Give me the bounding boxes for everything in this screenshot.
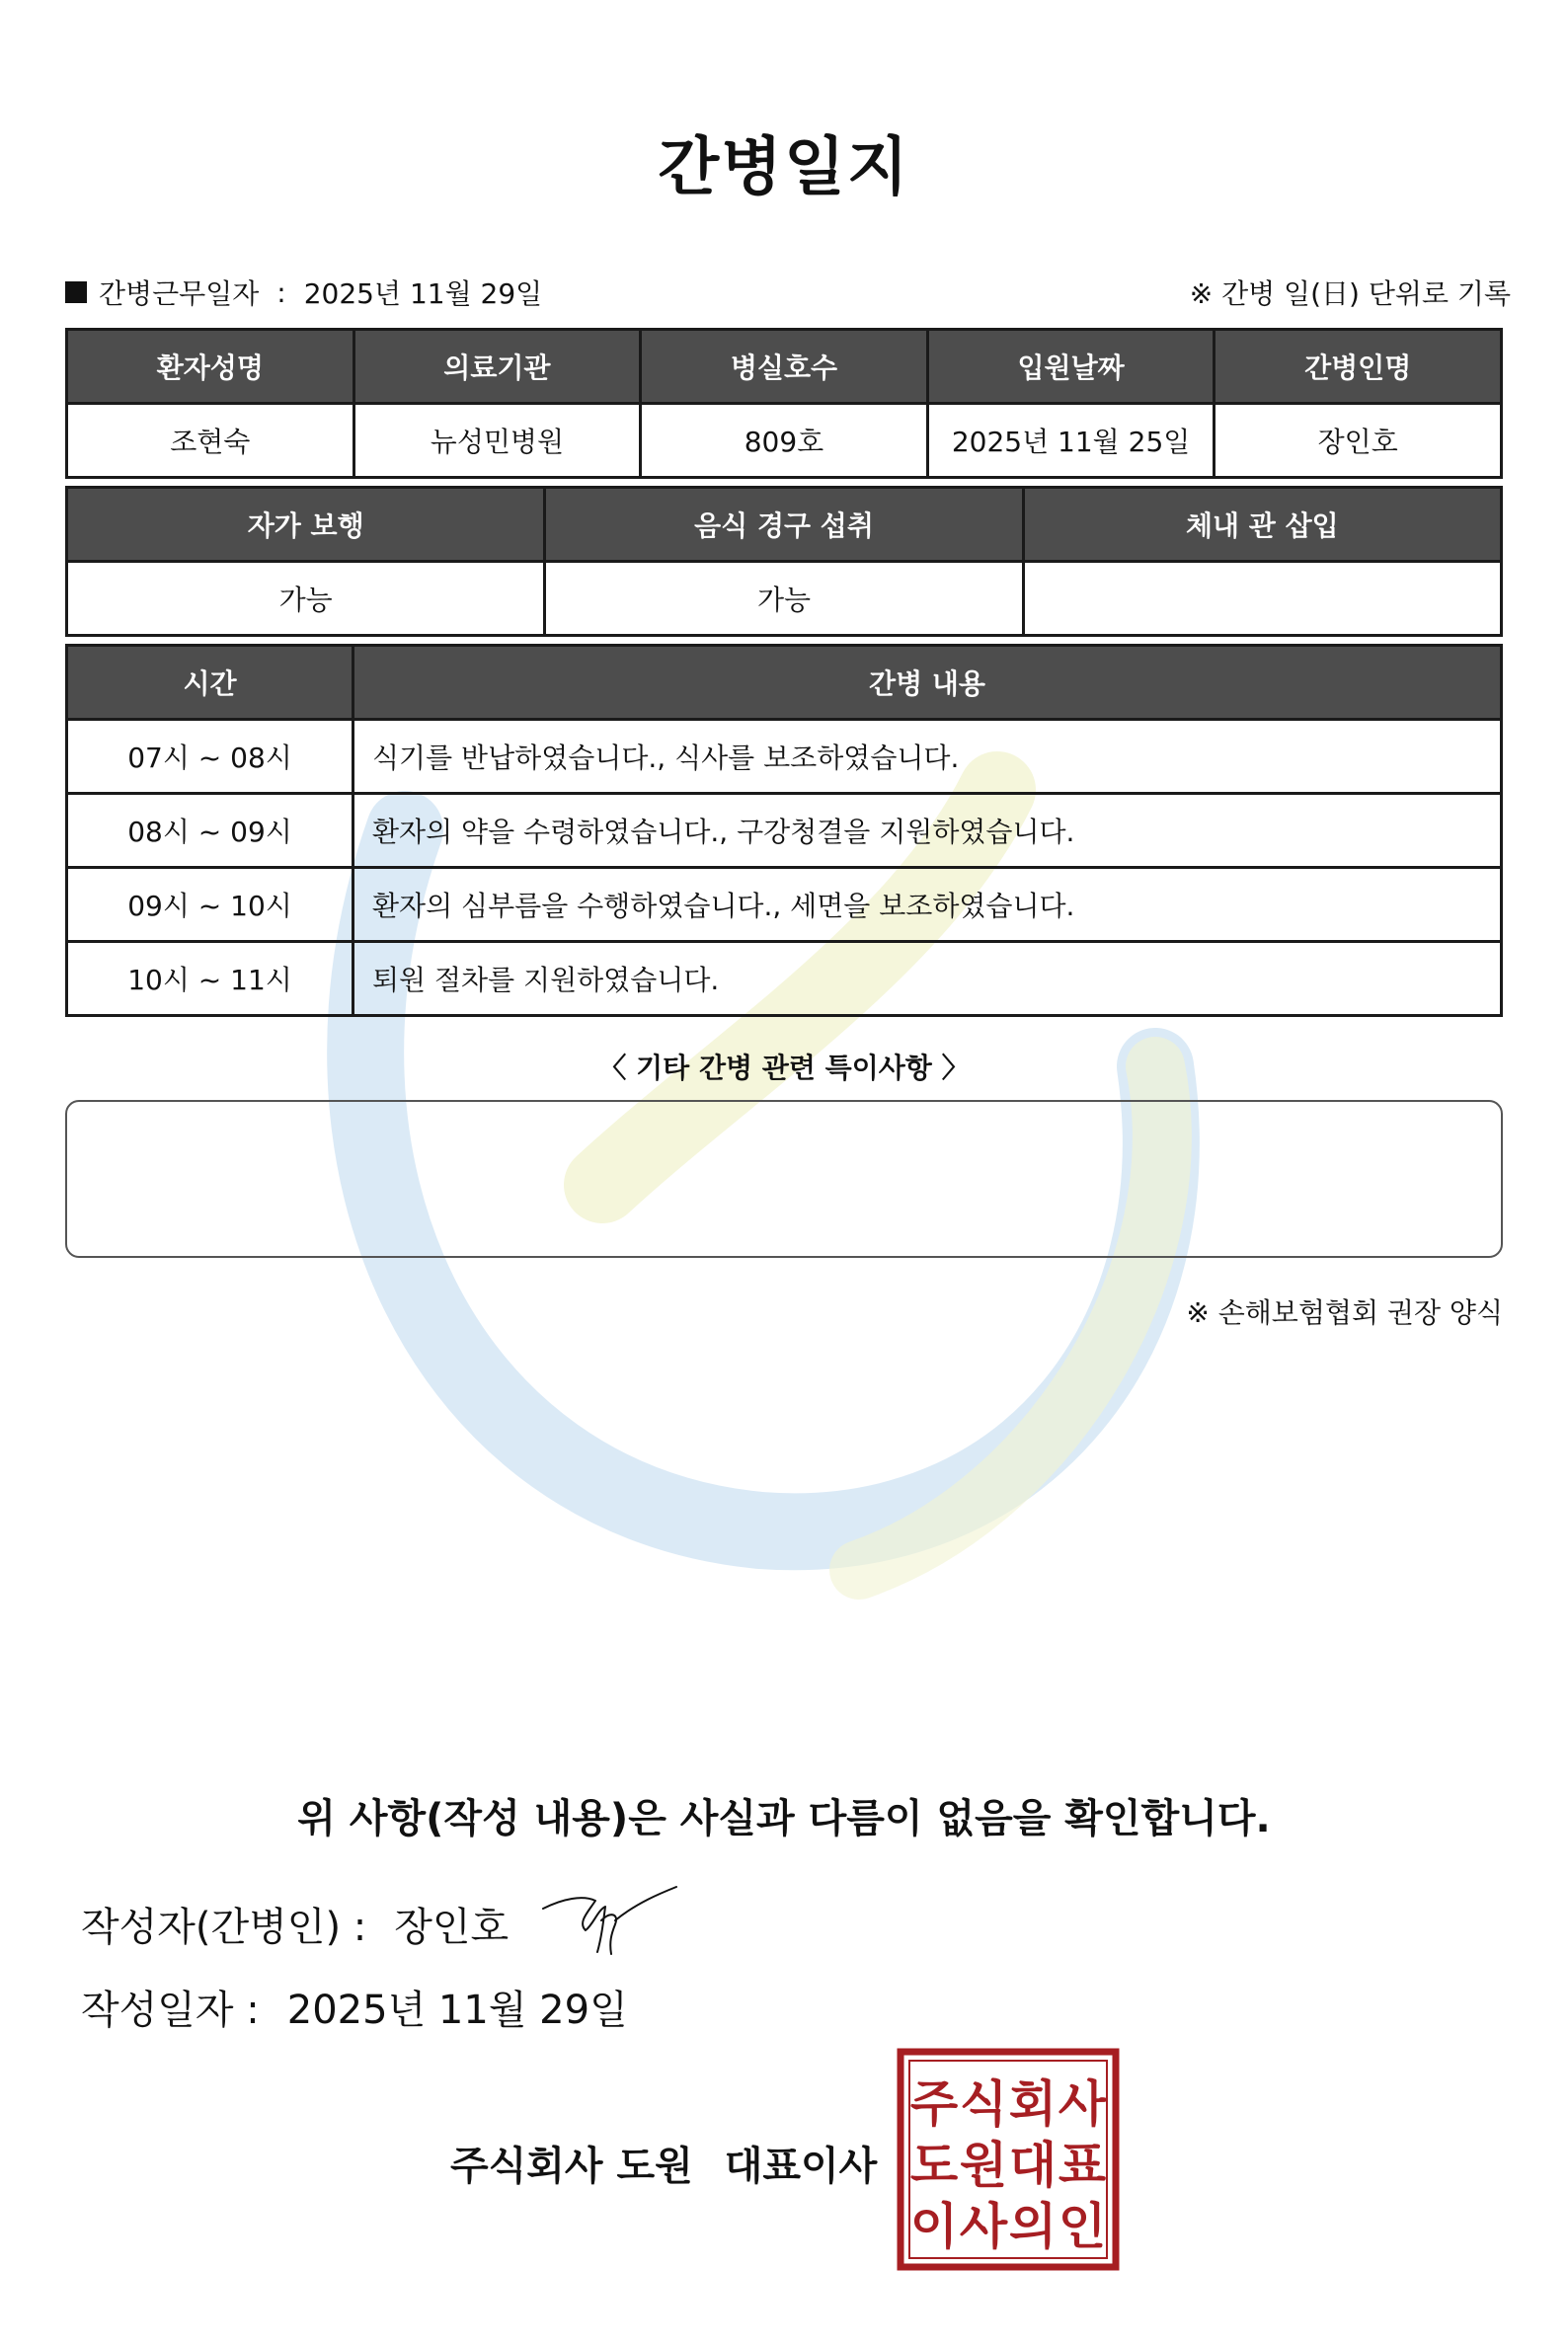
table-row [67,942,1502,1016]
form-source-note: ※ 손해보험협회 권장 양식 [1186,1296,1503,1329]
header-admission-date: 입원날짜 [927,330,1215,404]
svg-text:사: 사 [1058,2075,1107,2133]
black-square-icon [65,281,87,303]
log-time: 08시 ~ 09시 [67,794,353,868]
log-time: 10시 ~ 11시 [67,942,353,1016]
header-tube-insertion: 체내 관 삽입 [1023,488,1501,562]
work-date-label: 간병근무일자 [99,277,260,310]
svg-text:주: 주 [909,2075,959,2133]
table-row [67,562,1502,636]
table-header-row [67,646,1502,720]
written-date-label: 작성일자 : [81,1988,260,2033]
care-log-table [65,644,1503,1017]
svg-text:대: 대 [1008,2137,1058,2194]
header-care-content: 간병 내용 [353,646,1502,720]
self-walking-value: 가능 [67,562,545,636]
writer-label: 작성자(간병인) : [81,1905,367,1950]
svg-text:의: 의 [1008,2198,1058,2255]
patient-status-table [65,486,1503,637]
svg-text:인: 인 [1058,2198,1107,2255]
svg-text:이: 이 [909,2198,959,2255]
work-date-value: 2025년 11월 29일 [303,277,543,310]
patient-name: 조현숙 [67,404,354,478]
tube-insertion-value [1023,562,1501,636]
svg-text:식: 식 [959,2075,1008,2133]
log-content: 환자의 약을 수령하였습니다., 구강청결을 지원하였습니다. [353,794,1502,868]
header-patient-name: 환자성명 [67,330,354,404]
log-time: 07시 ~ 08시 [67,720,353,794]
header-self-walking: 자가 보행 [67,488,545,562]
handwritten-signature [538,1881,686,1960]
special-notes-box [65,1100,1503,1258]
special-notes-title: 〈 기타 간병 관련 특이사항 〉 [598,1052,970,1084]
log-content: 환자의 심부름을 수행하였습니다., 세면을 보조하였습니다. [353,868,1502,942]
writer-line [81,1896,509,1952]
company-line [450,2135,877,2191]
table-header-row [67,488,1502,562]
header-room: 병실호수 [641,330,928,404]
work-date-line [65,273,542,312]
svg-text:도: 도 [909,2137,959,2194]
company-title: 대표이사 [724,2144,878,2189]
svg-text:회: 회 [1008,2075,1058,2133]
log-content: 식기를 반납하였습니다., 식사를 보조하였습니다. [353,720,1502,794]
patient-info-table [65,328,1503,479]
svg-text:사: 사 [959,2198,1008,2255]
document-title: 간병일지 [658,131,910,204]
header-hospital: 의료기관 [353,330,641,404]
written-date-line [81,1979,628,2035]
writer-name: 장인호 [394,1905,510,1950]
header-time: 시간 [67,646,353,720]
svg-text:원: 원 [959,2137,1008,2194]
unit-note: ※ 간병 일(日) 단위로 기록 [1189,277,1511,310]
table-row [67,404,1502,478]
log-time: 09시 ~ 10시 [67,868,353,942]
admission-date: 2025년 11월 25일 [927,404,1215,478]
table-header-row [67,330,1502,404]
caregiver-name: 장인호 [1215,404,1502,478]
confirmation-statement: 위 사항(작성 내용)은 사실과 다름이 없음을 확인합니다. [297,1796,1271,1841]
table-row [67,794,1502,868]
work-date-colon: : [276,275,286,309]
table-row [67,720,1502,794]
log-content: 퇴원 절차를 지원하였습니다. [353,942,1502,1016]
svg-text:표: 표 [1058,2137,1107,2194]
header-oral-intake: 음식 경구 섭취 [545,488,1023,562]
company-name: 주식회사 도원 [450,2144,693,2189]
hospital-name: 뉴성민병원 [353,404,641,478]
company-seal-stamp [897,2048,1120,2271]
table-row [67,868,1502,942]
written-date-value: 2025년 11월 29일 [286,1988,628,2033]
header-caregiver: 간병인명 [1215,330,1502,404]
room-number: 809호 [641,404,928,478]
oral-intake-value: 가능 [545,562,1023,636]
